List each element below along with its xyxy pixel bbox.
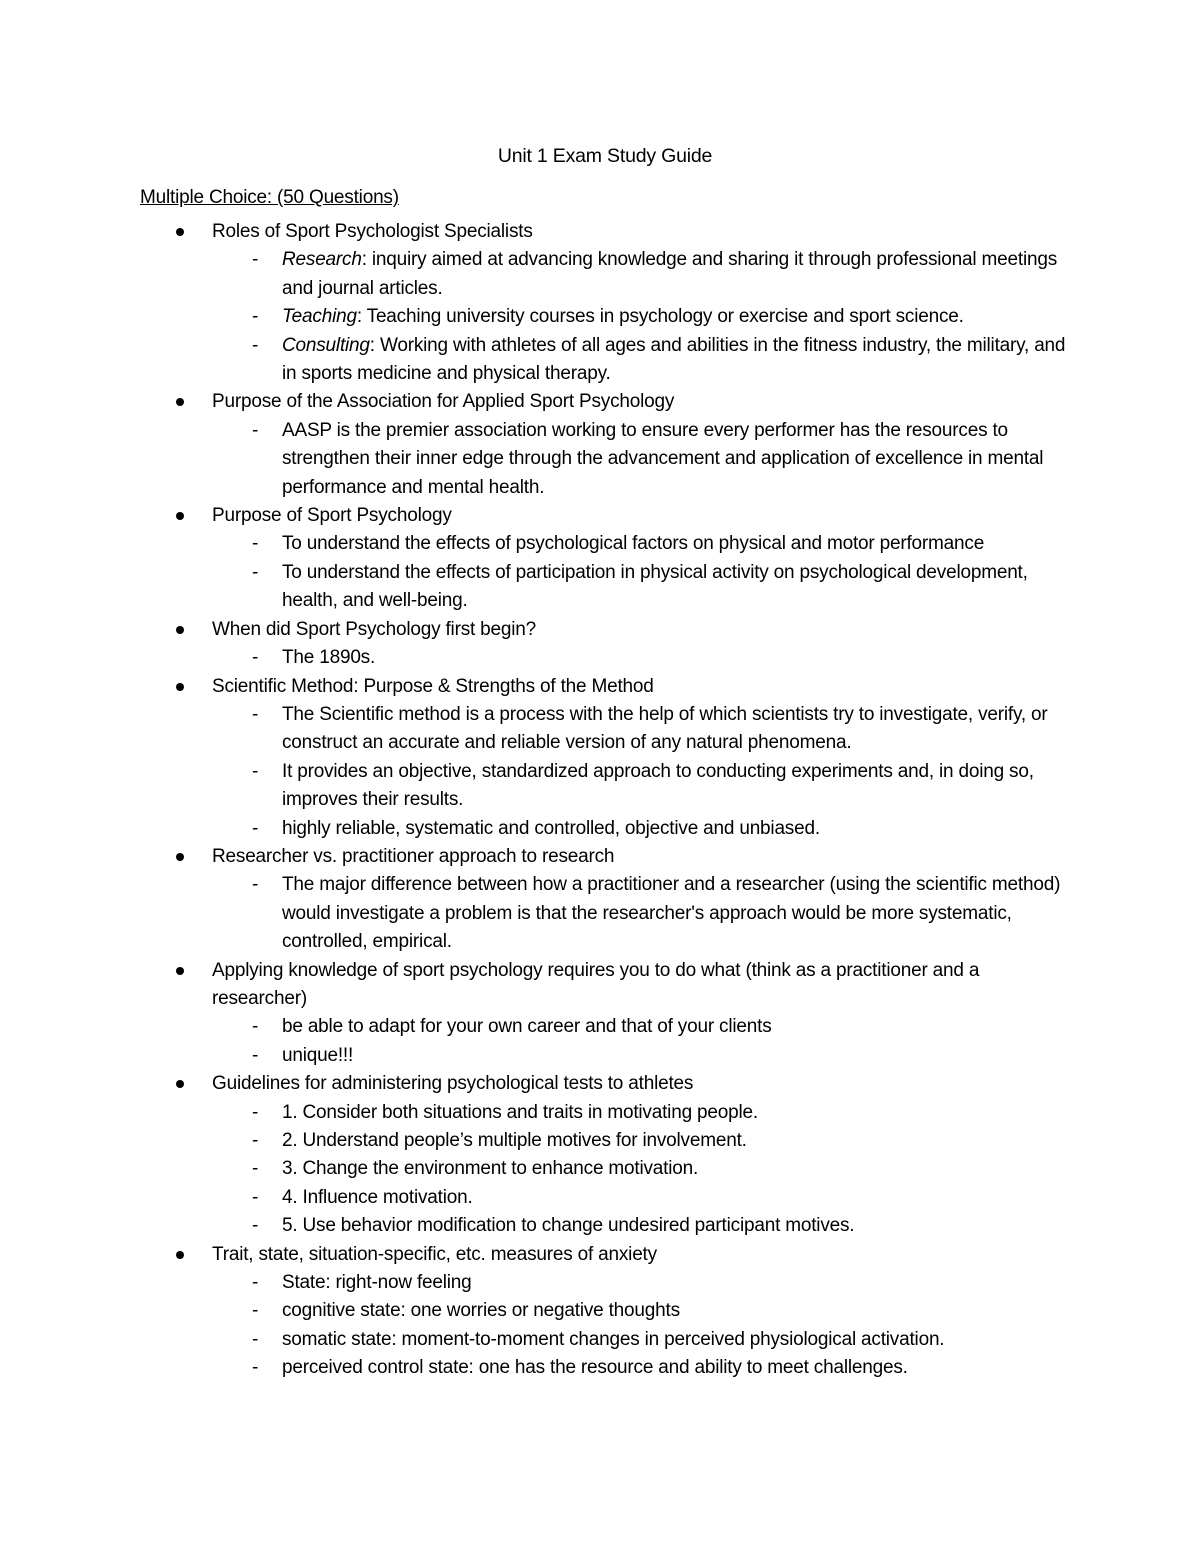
document-title: Unit 1 Exam Study Guide [497, 145, 713, 167]
bullet-item [140, 673, 1070, 843]
bullet-list [140, 218, 1070, 1383]
dash-item-text: 5. Use behavior modification to change undesired participant motives. [282, 1215, 855, 1237]
dash-mark: - [252, 306, 259, 328]
dash-item-text: be able to adapt for your own career and that of your clients [282, 1016, 772, 1038]
dash-item-term: Consulting [282, 334, 370, 356]
dash-item [212, 871, 1070, 956]
dash-mark: - [252, 874, 259, 896]
dash-mark: - [252, 1300, 259, 1322]
dash-mark: - [252, 533, 259, 555]
dash-list [212, 246, 1070, 388]
dash-item [212, 1297, 1070, 1325]
dash-mark: - [252, 760, 259, 782]
bullet-dot-icon [176, 228, 184, 236]
dash-list [212, 871, 1070, 956]
dash-mark: - [252, 1016, 259, 1038]
dash-mark: - [252, 249, 259, 271]
dash-item [212, 644, 1070, 672]
bullet-text: Scientific Method: Purpose & Strengths of the Method [212, 675, 654, 697]
bullet-dot-icon [176, 967, 184, 975]
dash-item-text: The 1890s. [282, 647, 376, 669]
bullet-item [140, 957, 1070, 1071]
dash-mark: - [252, 561, 259, 583]
dash-item [212, 332, 1070, 389]
dash-item-text: 1. Consider both situations and traits in motivating people. [282, 1101, 758, 1123]
bullet-dot-icon [176, 398, 184, 406]
dash-mark: - [252, 1158, 259, 1180]
dash-item-text: : Teaching university courses in psychology or exercise and sport science. [356, 306, 964, 328]
dash-item-text: : inquiry aimed at advancing knowledge and sharing it through professional meetings and journal articles. [282, 249, 1057, 299]
bullet-text: Trait, state, situation-specific, etc. measures of anxiety [212, 1243, 657, 1265]
dash-mark: - [252, 1044, 259, 1066]
dash-item [212, 1184, 1070, 1212]
dash-item-text: AASP is the premier association working to ensure every performer has the resources to strengthen their inner edge through the advancement and application of excellence in mental performance and mental health. [282, 419, 1044, 498]
bullet-dot-icon [176, 1080, 184, 1088]
dash-mark: - [252, 1186, 259, 1208]
dash-item-text: 2. Understand people’s multiple motives for involvement. [282, 1130, 747, 1151]
dash-item [212, 701, 1070, 758]
dash-mark: - [252, 1328, 259, 1350]
dash-list [212, 1099, 1070, 1241]
dash-mark: - [252, 817, 259, 839]
bullet-dot-icon [176, 683, 184, 691]
dash-item [212, 1212, 1070, 1240]
dash-item [212, 1127, 1070, 1155]
dash-item [212, 246, 1070, 303]
dash-item [212, 1354, 1070, 1382]
dash-mark: - [252, 1215, 259, 1237]
dash-mark: - [252, 1101, 259, 1123]
bullet-text: Purpose of the Association for Applied Sport Psychology [212, 391, 675, 413]
dash-item-text: The Scientific method is a process with the help of which scientists try to investigate, verify, or construct an accurate and reliable version of any natural phenomena. [282, 703, 1048, 754]
dash-item-term: Research [282, 249, 362, 271]
dash-item [212, 417, 1070, 502]
bullet-item [140, 1241, 1070, 1383]
bullet-item [140, 1070, 1070, 1240]
dash-item-text: State: right-now feeling [282, 1272, 472, 1294]
dash-mark: - [252, 1130, 259, 1151]
bullet-text: Applying knowledge of sport psychology requires you to do what (think as a practitioner and a researcher) [212, 959, 980, 1009]
dash-item-text: cognitive state: one worries or negative thoughts [282, 1300, 680, 1322]
dash-item-text: It provides an objective, standardized approach to conducting experiments and, in doing so, improves their results. [282, 760, 1034, 811]
bullet-text: Purpose of Sport Psychology [212, 505, 452, 527]
dash-item [212, 559, 1070, 616]
bullet-text: Guidelines for administering psychological tests to athletes [212, 1073, 694, 1095]
dash-list [212, 644, 1070, 672]
bullet-dot-icon [176, 853, 184, 861]
dash-item [212, 758, 1070, 815]
dash-item-text: The major difference between how a practitioner and a researcher (using the scientific method) would investigate a problem is that the researcher's approach would be more systematic, controlled, empirical. [282, 874, 1061, 953]
dash-item-text: unique!!! [282, 1044, 354, 1066]
dash-list [212, 1269, 1070, 1383]
dash-item-text: To understand the effects of participation in physical activity on psychological development, health, and well-being. [282, 561, 1028, 612]
dash-item [212, 1155, 1070, 1183]
dash-item-text: somatic state: moment-to-moment changes in perceived physiological activation. [282, 1328, 945, 1350]
dash-item [212, 1099, 1070, 1127]
dash-mark: - [252, 703, 259, 725]
dash-item-text: 4. Influence motivation. [282, 1186, 473, 1208]
dash-mark: - [252, 647, 259, 669]
dash-item-term: Teaching [282, 306, 357, 328]
dash-item-text: 3. Change the environment to enhance motivation. [282, 1158, 699, 1180]
dash-item [212, 1269, 1070, 1297]
document-body [140, 140, 1070, 1383]
bullet-item [140, 388, 1070, 502]
bullet-dot-icon [176, 1251, 184, 1259]
dash-mark: - [252, 334, 259, 356]
dash-item-text: To understand the effects of psychological factors on physical and motor performance [282, 533, 985, 555]
bullet-item [140, 218, 1070, 388]
dash-item [212, 530, 1070, 558]
dash-item-text: highly reliable, systematic and controlled, objective and unbiased. [282, 817, 820, 839]
section-heading: Multiple Choice: (50 Questions) [140, 187, 399, 208]
dash-item-text: perceived control state: one has the resource and ability to meet challenges. [282, 1357, 908, 1379]
dash-list [212, 701, 1070, 843]
bullet-text: Researcher vs. practitioner approach to research [212, 845, 615, 867]
dash-mark: - [252, 1357, 259, 1379]
dash-item-text: : Working with athletes of all ages and abilities in the fitness industry, the military, and in sports medicine and physical therapy. [282, 334, 1066, 385]
bullet-text: When did Sport Psychology first begin? [212, 618, 537, 640]
dash-list [212, 417, 1070, 502]
dash-item [212, 1042, 1070, 1070]
dash-list [212, 1013, 1070, 1070]
bullet-item [140, 502, 1070, 616]
bullet-text: Roles of Sport Psychologist Specialists [212, 221, 533, 242]
dash-item [212, 1013, 1070, 1041]
dash-item [212, 815, 1070, 843]
bullet-item [140, 843, 1070, 957]
bullet-item [140, 616, 1070, 673]
dash-list [212, 530, 1070, 615]
dash-mark: - [252, 419, 259, 441]
bullet-dot-icon [176, 512, 184, 520]
dash-mark: - [252, 1272, 259, 1294]
dash-item [212, 1326, 1070, 1354]
dash-item [212, 303, 1070, 331]
bullet-dot-icon [176, 626, 184, 634]
